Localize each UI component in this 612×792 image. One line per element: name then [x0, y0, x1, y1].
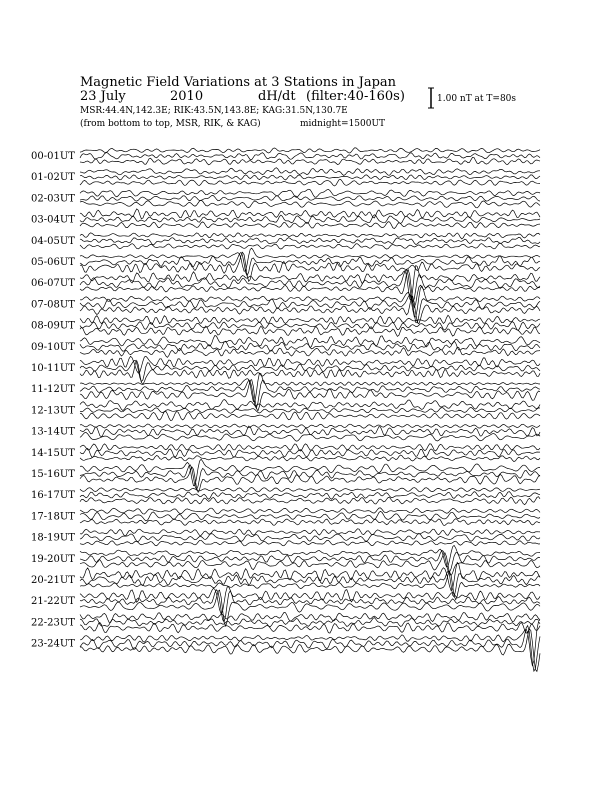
row-label: 06-07UT [31, 278, 75, 290]
trace-rik [80, 341, 540, 351]
stations-label: MSR:44.4N,142.3E; RIK:43.5N,143.8E; KAG:31.5N,130.7E [80, 106, 348, 116]
trace-kag [80, 233, 540, 239]
trace-row [31, 613, 540, 634]
trace-msr [80, 411, 540, 420]
trace-msr [80, 497, 540, 505]
trace-row [31, 356, 540, 384]
row-label: 09-10UT [31, 341, 75, 353]
trace-msr [80, 157, 540, 164]
trace-kag [80, 356, 540, 373]
trace-rik [80, 465, 540, 490]
trace-row [31, 508, 540, 526]
row-label: 16-17UT [31, 490, 75, 502]
trace-row [31, 315, 540, 336]
trace-msr [80, 455, 540, 462]
trace-kag [80, 459, 540, 485]
trace-row [31, 373, 540, 411]
row-label: 07-08UT [31, 299, 75, 311]
row-label: 17-18UT [31, 511, 75, 523]
trace-kag [80, 529, 540, 536]
row-label: 19-20UT [31, 553, 75, 565]
trace-kag [80, 444, 540, 451]
chart-header [80, 75, 405, 129]
quantity-label: dH/dt [258, 89, 296, 104]
trace-row [31, 529, 540, 546]
row-label: 12-13UT [31, 405, 75, 417]
row-label: 20-21UT [31, 575, 75, 586]
trace-kag [80, 545, 540, 567]
trace-row [31, 622, 540, 672]
trace-kag [80, 168, 540, 176]
trace-msr [80, 222, 540, 229]
trace-row [31, 286, 540, 324]
trace-msr [80, 629, 540, 671]
trace-msr [80, 347, 540, 357]
trace-kag [80, 315, 540, 324]
trace-msr [80, 519, 540, 526]
trace-msr [80, 270, 540, 308]
trace-row [31, 399, 540, 420]
trace-kag [80, 613, 540, 623]
trace-msr [80, 200, 540, 208]
trace-rik [80, 237, 540, 245]
row-label: 02-03UT [31, 193, 75, 205]
trace-row [31, 587, 540, 629]
trace-rik [80, 360, 540, 381]
scale-bar [428, 88, 516, 108]
date-year: 2010 [170, 89, 204, 104]
trace-msr [80, 243, 540, 249]
trace-row [31, 233, 540, 249]
trace-msr [80, 326, 540, 336]
row-label: 13-14UT [31, 426, 75, 438]
trace-rik [80, 426, 540, 437]
trace-rik [80, 175, 540, 180]
row-label: 21-22UT [31, 596, 75, 608]
trace-row [31, 444, 540, 462]
date-day: 23 July [80, 89, 126, 104]
row-label: 05-06UT [31, 257, 75, 268]
trace-rik [80, 196, 540, 202]
trace-rik [80, 533, 540, 541]
trace-kag [80, 508, 540, 514]
row-label: 18-19UT [31, 532, 75, 544]
trace-row [31, 488, 540, 505]
filter-label: (filter:40-160s) [306, 89, 405, 104]
row-label: 23-24UT [31, 638, 75, 650]
trace-row [31, 424, 540, 441]
trace-rik [80, 618, 540, 627]
trace-row [31, 209, 540, 229]
scale-bar-label: 1.00 nT at T=80s [437, 94, 517, 104]
trace-row [31, 562, 540, 599]
row-label: 14-15UT [31, 447, 75, 459]
trace-msr [80, 590, 540, 626]
trace-rik [80, 252, 540, 275]
order-note: (from bottom to top, MSR, RIK, & KAG) [80, 119, 261, 129]
row-label: 15-16UT [31, 469, 75, 480]
trace-row [31, 545, 540, 575]
trace-row [31, 189, 540, 208]
row-label: 00-01UT [31, 151, 75, 162]
trace-row [31, 148, 540, 165]
row-label: 04-05UT [31, 235, 75, 247]
trace-msr [80, 572, 540, 600]
trace-kag [80, 336, 540, 348]
trace-kag [80, 148, 540, 153]
row-label: 01-02UT [31, 172, 75, 184]
trace-kag [80, 189, 540, 197]
chart-title: Magnetic Field Variations at 3 Stations in Japan [80, 75, 397, 90]
trace-kag [80, 286, 540, 317]
row-label: 08-09UT [31, 320, 75, 332]
row-label: 10-11UT [31, 363, 75, 374]
trace-kag [80, 399, 540, 410]
trace-kag [80, 424, 540, 428]
trace-rik [80, 322, 540, 331]
trace-row [31, 168, 540, 186]
trace-kag [80, 488, 540, 493]
trace-rik [80, 550, 540, 572]
row-label: 22-23UT [31, 617, 75, 629]
trace-msr [80, 180, 540, 187]
row-label: 11-12UT [31, 384, 75, 396]
trace-kag [80, 622, 540, 666]
trace-rik [80, 380, 540, 408]
trace-rik [80, 511, 540, 521]
trace-rik [80, 407, 540, 413]
trace-rows [31, 148, 540, 672]
trace-msr [80, 361, 540, 385]
trace-row [31, 336, 540, 358]
midnight-note: midnight=1500UT [300, 119, 386, 129]
row-label: 03-04UT [31, 214, 75, 226]
trace-row [31, 459, 540, 492]
